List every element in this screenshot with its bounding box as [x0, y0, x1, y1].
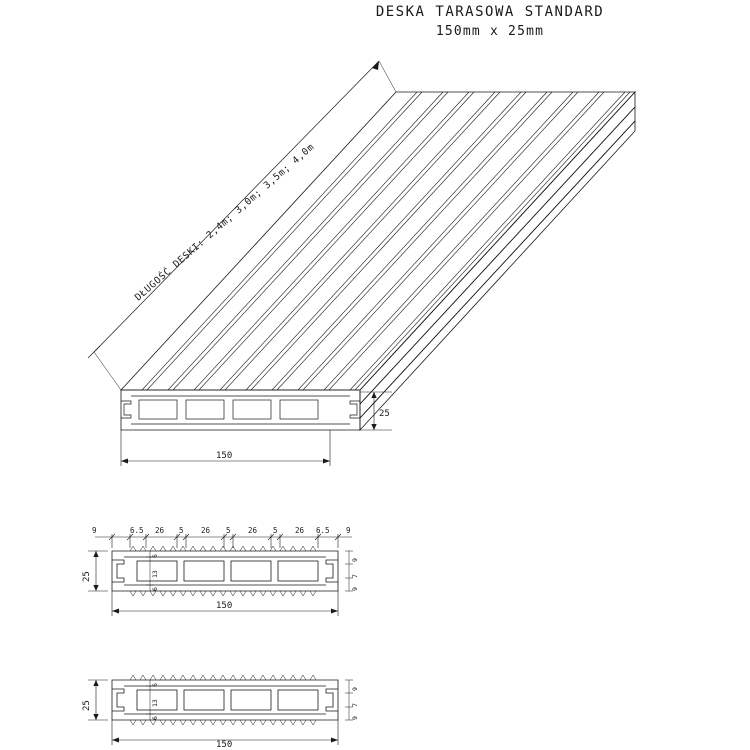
section-upper-profile	[112, 546, 338, 596]
sec-upper-dim-9: 6.5	[316, 526, 330, 535]
sec-upper-inner-v-1: 13	[151, 570, 159, 578]
iso-board-grooves	[142, 92, 630, 390]
sec-upper-inner-v-2: 6	[151, 587, 159, 591]
iso-height-value: 25	[379, 409, 390, 419]
drawing-subtitle: 150mm x 25mm	[435, 24, 545, 39]
length-dimension	[88, 61, 396, 390]
sec-lower-inner-v-1: 13	[151, 699, 159, 707]
iso-width-value: 150	[216, 451, 233, 461]
sec-lower-inner-v-2: 6	[151, 716, 159, 720]
section-lower-profile	[112, 675, 338, 725]
sec-upper-height-value: 25	[82, 571, 92, 582]
sec-upper-dim-7: 5	[273, 526, 278, 535]
sec-upper-right-v-2: 9	[351, 587, 359, 591]
sec-upper-right-v-1: 7	[351, 574, 359, 578]
iso-board-body	[121, 92, 635, 430]
sec-lower-inner-v-0: 6	[151, 683, 159, 687]
length-dimension-label: DŁUGOŚĆ DESKI: 2,4m; 3,0m; 3,5m; 4,0m	[133, 141, 317, 304]
sec-upper-right-v-0: 9	[351, 558, 359, 562]
iso-end-face-profile	[121, 396, 360, 424]
sec-upper-dim-6: 26	[248, 526, 258, 535]
sec-lower-right-v-1: 7	[351, 703, 359, 707]
sec-upper-width-value: 150	[216, 601, 233, 611]
sec-upper-dim-3: 5	[179, 526, 184, 535]
section-upper-right-v-dim	[345, 551, 353, 591]
sec-lower-right-v-2: 9	[351, 716, 359, 720]
sec-upper-inner-v-0: 6	[151, 554, 159, 558]
section-upper-top-dim-chain	[95, 534, 352, 548]
sec-upper-dim-8: 26	[295, 526, 305, 535]
sec-lower-width-value: 150	[216, 740, 233, 750]
sec-upper-dim-5: 5	[226, 526, 231, 535]
sec-upper-dim-1: 6.5	[130, 526, 144, 535]
sec-upper-dim-4: 26	[201, 526, 211, 535]
sec-lower-right-v-0: 9	[351, 687, 359, 691]
section-lower-right-v-dim	[345, 680, 353, 720]
sec-upper-dim-0: 9	[92, 526, 97, 535]
drawing-title: DESKA TARASOWA STANDARD	[375, 4, 605, 20]
sec-upper-dim-2: 26	[155, 526, 165, 535]
sec-upper-dim-10: 9	[346, 526, 351, 535]
sec-lower-height-value: 25	[82, 700, 92, 711]
